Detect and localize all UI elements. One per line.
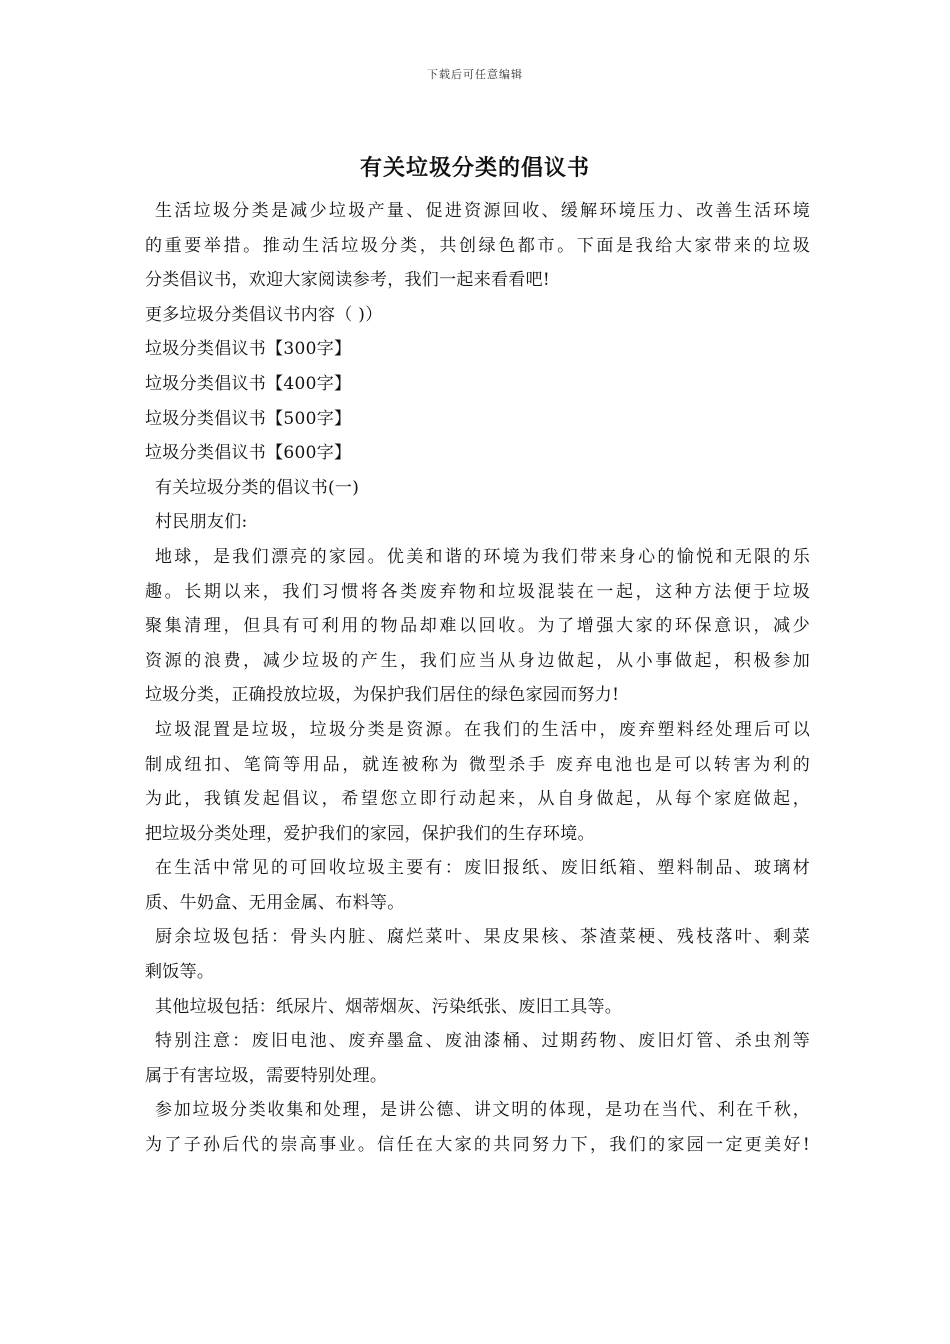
text-line: 垃圾混置是垃圾，垃圾分类是资源。在我们的生活中，废弃塑料经处理后可以: [155, 719, 810, 740]
text-line: 有关垃圾分类的倡议书(一): [155, 477, 360, 498]
document-title: 有关垃圾分类的倡议书: [359, 155, 590, 181]
document-body: [145, 194, 810, 1163]
text-line: 属于有害垃圾，需要特别处理。: [145, 1065, 388, 1086]
text-line: 垃圾分类倡议书【300字】: [145, 339, 352, 360]
text-line: 为此，我镇发起倡议，希望您立即行动起来，从自身做起，从每个家庭做起，: [145, 789, 810, 810]
text-line: 更多垃圾分类倡议书内容（ )）: [145, 304, 383, 325]
text-line: 把垃圾分类处理，爱护我们的家园，保护我们的生存环境。: [145, 823, 595, 844]
text-line: 特别注意：废旧电池、废弃墨盒、废油漆桶、过期药物、废旧灯管、杀虫剂等: [155, 1031, 810, 1052]
text-line: 聚集清理，但具有可利用的物品却难以回收。为了增强大家的环保意识，减少: [145, 616, 810, 637]
text-line: 村民朋友们:: [155, 512, 248, 533]
text-line: 质、牛奶盒、无用金属、布料等。: [145, 892, 405, 913]
text-line: 分类倡议书，欢迎大家阅读参考，我们一起来看看吧!: [145, 270, 551, 291]
header-note: 下载后可任意编辑: [427, 68, 523, 81]
text-line: 垃圾分类倡议书【400字】: [145, 373, 352, 394]
text-line: 其他垃圾包括：纸尿片、烟蒂烟灰、污染纸张、废旧工具等。: [155, 996, 623, 1017]
text-line: 为了子孙后代的崇高事业。信任在大家的共同努力下，我们的家园一定更美好!: [145, 1135, 810, 1156]
text-line: 厨余垃圾包括：骨头内脏、腐烂菜叶、果皮果核、茶渣菜梗、残枝落叶、剩菜: [155, 927, 810, 948]
text-line: 在生活中常见的可回收垃圾主要有：废旧报纸、废旧纸箱、塑料制品、玻璃材: [155, 858, 810, 879]
text-line: 垃圾分类，正确投放垃圾，为保护我们居住的绿色家园而努力!: [145, 685, 620, 706]
text-line: 地球，是我们漂亮的家园。优美和谐的环境为我们带来身心的愉悦和无限的乐: [155, 546, 810, 567]
text-line: 生活垃圾分类是减少垃圾产量、促进资源回收、缓解环境压力、改善生活环境: [155, 201, 810, 221]
text-line: 剩饭等。: [145, 962, 215, 983]
text-line: 趣。长期以来，我们习惯将各类废弃物和垃圾混装在一起，这种方法便于垃圾: [145, 581, 810, 602]
text-line: 垃圾分类倡议书【600字】: [145, 443, 352, 464]
text-line: 垃圾分类倡议书【500字】: [145, 408, 352, 429]
text-line: 制成纽扣、笔筒等用品，就连被称为 微型杀手 废弃电池也是可以转害为利的: [145, 754, 810, 775]
text-line: 的重要举措。推动生活垃圾分类，共创绿色都市。下面是我给大家带来的垃圾: [145, 235, 810, 256]
text-line: 参加垃圾分类收集和处理，是讲公德、讲文明的体现，是功在当代、利在千秋，: [155, 1100, 810, 1121]
text-line: 资源的浪费，减少垃圾的产生，我们应当从身边做起，从小事做起，积极参加: [145, 650, 810, 671]
